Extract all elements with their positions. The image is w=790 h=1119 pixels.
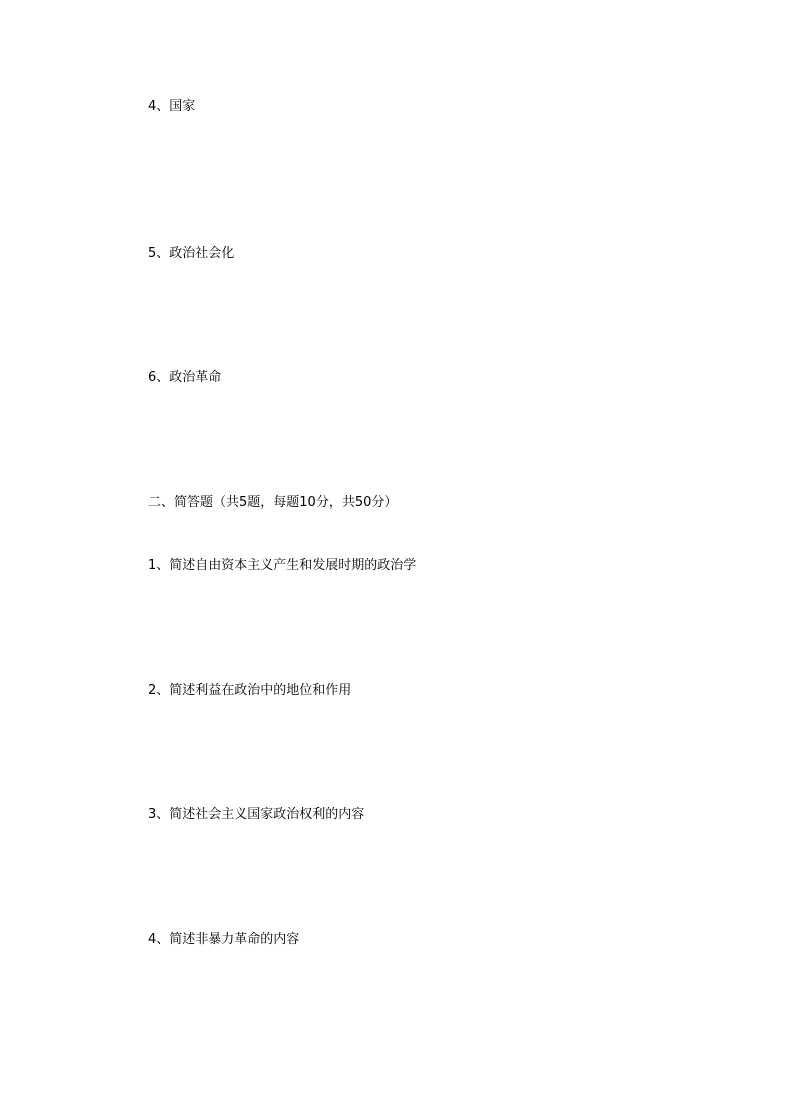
- question-item: 6、政治革命: [148, 370, 222, 385]
- question-item: 4、简述非暴力革命的内容: [148, 932, 300, 947]
- question-item: 1、简述自由资本主义产生和发展时期的政治学: [148, 558, 417, 573]
- question-item: 5、政治社会化: [148, 246, 235, 261]
- question-item: 3、简述社会主义国家政治权利的内容: [148, 807, 365, 822]
- section-heading: 二、简答题（共5题，每题10分，共50分）: [148, 495, 398, 510]
- question-item: 2、简述利益在政治中的地位和作用: [148, 683, 352, 698]
- question-item: 4、国家: [148, 99, 196, 114]
